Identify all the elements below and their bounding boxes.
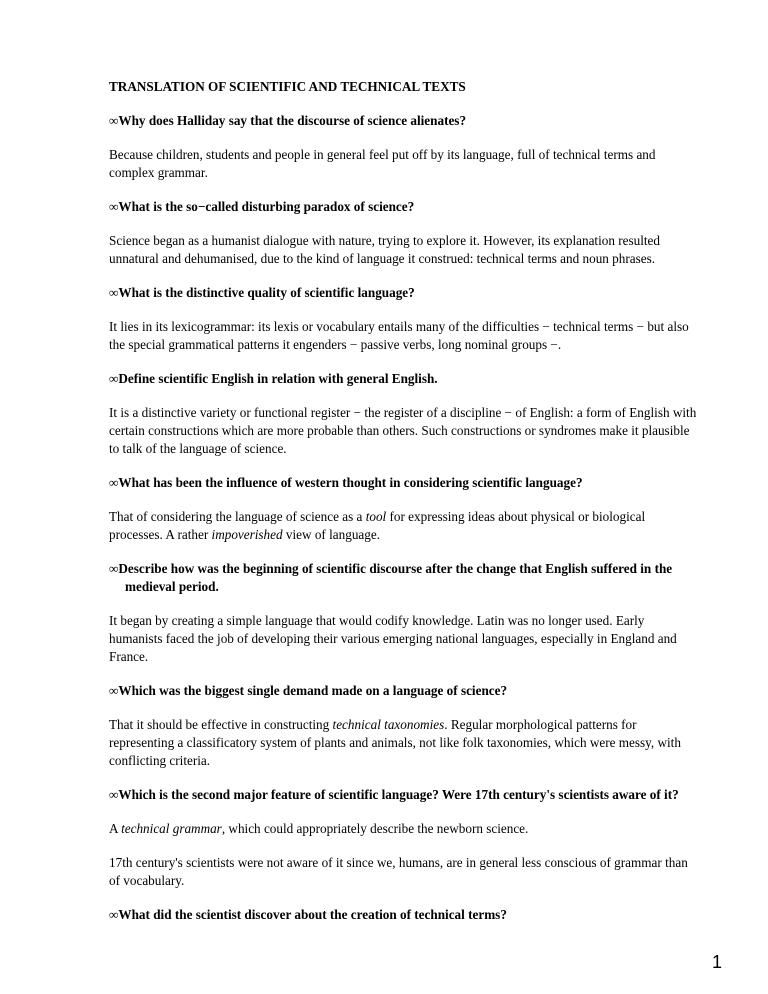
infinity-bullet-icon: ∞: [109, 683, 119, 698]
question-text: Define scientific English in relation with general English.: [118, 371, 438, 386]
question-heading: [109, 786, 699, 804]
page-number: 1: [711, 952, 722, 972]
question-heading: [109, 474, 699, 492]
question-text: Describe how was the beginning of scientific discourse after the change that English suffered in the medieval period.: [118, 561, 673, 594]
document-page: [109, 78, 699, 940]
question-heading: [109, 906, 699, 924]
question-text: What did the scientist discover about the creation of technical terms?: [118, 907, 507, 922]
answer-paragraph: That it should be effective in constructing technical taxonomies. Regular morphological patterns for representing a classificatory system of plants and animals, not like folk taxonomies, which were messy, with conflicting criteria.: [109, 717, 681, 768]
question-heading: [109, 198, 699, 216]
question-heading: [109, 682, 699, 700]
infinity-bullet-icon: ∞: [109, 787, 119, 802]
infinity-bullet-icon: ∞: [109, 113, 119, 128]
infinity-bullet-icon: ∞: [109, 199, 119, 214]
infinity-bullet-icon: ∞: [109, 907, 119, 922]
emphasized-term: impoverished: [211, 527, 283, 542]
document-title: TRANSLATION OF SCIENTIFIC AND TECHNICAL TEXTS: [109, 79, 466, 94]
answer-paragraph: 17th century's scientists were not aware of it since we, humans, are in general less conscious of grammar than of vocabulary.: [109, 855, 688, 888]
question-text: What is the so−called disturbing paradox of science?: [118, 199, 415, 214]
emphasized-term: technical grammar: [121, 821, 222, 836]
infinity-bullet-icon: ∞: [109, 561, 119, 576]
qa-list: [109, 112, 699, 924]
answer-paragraph: That of considering the language of science as a tool for expressing ideas about physical or biological processes. A rather impoverished view of language.: [109, 509, 646, 542]
question-heading: [109, 284, 699, 302]
answer-paragraph: It lies in its lexicogrammar: its lexis or vocabulary entails many of the difficulties − technical terms − but also the special grammatical patterns it engenders − passive verbs, long nominal groups −.: [109, 319, 689, 352]
answer-paragraph: Because children, students and people in general feel put off by its language, full of technical terms and complex grammar.: [109, 147, 656, 180]
question-text: What has been the influence of western thought in considering scientific language?: [118, 475, 583, 490]
question-heading: [109, 112, 699, 130]
question-heading: [109, 560, 699, 596]
question-text: What is the distinctive quality of scientific language?: [118, 285, 415, 300]
question-text: Which was the biggest single demand made on a language of science?: [118, 683, 508, 698]
infinity-bullet-icon: ∞: [109, 475, 119, 490]
emphasized-term: tool: [365, 509, 387, 524]
question-heading: [109, 370, 699, 388]
answer-paragraph: It began by creating a simple language that would codify knowledge. Latin was no longer used. Early humanists faced the job of developing their various emerging national languages, especially in England and France.: [109, 613, 677, 664]
answer-paragraph: Science began as a humanist dialogue with nature, trying to explore it. However, its explanation resulted unnatural and dehumanised, due to the kind of language it construed: technical terms and noun phrases.: [109, 233, 660, 266]
infinity-bullet-icon: ∞: [109, 371, 119, 386]
emphasized-term: technical taxonomies: [332, 717, 445, 732]
answer-paragraph: A technical grammar, which could appropriately describe the newborn science.: [109, 821, 529, 836]
answer-paragraph: It is a distinctive variety or functional register − the register of a discipline − of English: a form of English with certain constructions which are more probable than others. Such constructions or syndromes make it plausible to talk of the language of science.: [109, 405, 697, 456]
question-text: Why does Halliday say that the discourse of science alienates?: [118, 113, 467, 128]
question-text: Which is the second major feature of scientific language? Were 17th century's scientists aware of it?: [118, 787, 679, 802]
infinity-bullet-icon: ∞: [109, 285, 119, 300]
